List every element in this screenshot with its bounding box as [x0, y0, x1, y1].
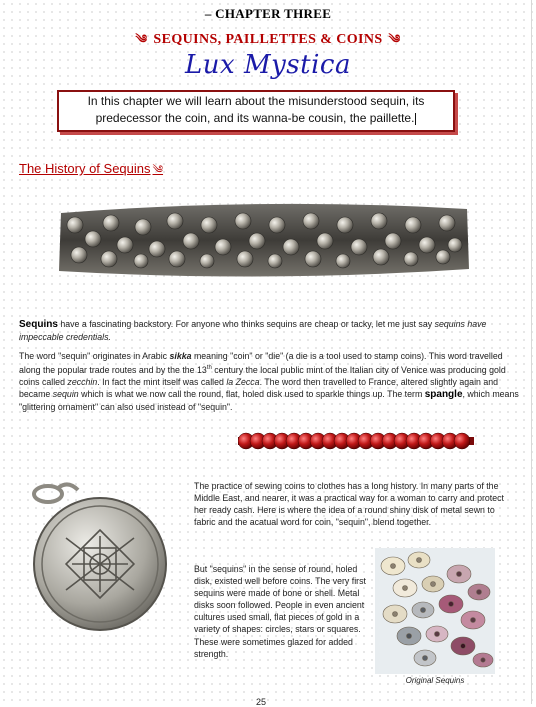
word-spangle: spangle [424, 389, 463, 401]
etymology-text-6: which is what we now call the round, flat, holed disk used to sparkle things up. The term [78, 389, 425, 400]
etymology-text-4: . In fact the mint itself was called [97, 377, 227, 388]
paragraph1-text: have a fascinating backstory. For anyone who thinks sequins are cheap or tacky, let me just say [57, 319, 435, 329]
etymology-text-7: , which means "glittering ornament" can also used instead of "sequin". [19, 389, 519, 413]
sequins-lead-word: Sequins [19, 319, 58, 330]
paragraph1-emphasis: sequins have impeccable credentials. [19, 319, 487, 343]
intro-text-box[interactable] [57, 90, 455, 132]
word-sikka: sikka [169, 351, 192, 361]
word-zecchin: zecchin [67, 377, 98, 388]
etymology-text-1: The word "sequin" originates in Arabic [19, 351, 170, 361]
chapter-label: – CHAPTER THREE [204, 6, 332, 21]
text-cursor [415, 113, 416, 125]
early-sequins-paragraph: But "sequins" in the sense of round, holed disk, existed well before coins. The very first sequins were made of bone or shell. Metal disks soon followed. People in even ancient cultures used small, flat pieces of gold in a variety of shapes: circles, stars or squares. These were sometimes glazed for added strength. [194, 564, 366, 659]
ordinal-suffix: th [206, 365, 212, 372]
silver-coin-image [18, 478, 178, 636]
etymology-text-3: century the local public mint of the Italian city of Venice was producing gold coins called [19, 365, 506, 388]
section-ornament-icon: ༄ [152, 164, 164, 176]
page-edge-line [531, 0, 532, 704]
intro-text: In this chapter we will learn about the misunderstood sequin, its predecessor the coin, and its wanna-be cousin, the paillette. [87, 94, 425, 125]
ornament-right-icon: ༄ [388, 32, 401, 46]
page-number: 25 [256, 697, 267, 707]
silver-sequin-band-image [55, 195, 473, 285]
photo-caption: Original Sequins [405, 676, 465, 685]
brand-title: Lux Mystica [185, 50, 351, 80]
subtitle-text: SEQUINS, PAILLETTES & COINS [153, 32, 383, 47]
section-heading-text: The History of Sequins [19, 161, 151, 176]
chapter-heading [0, 6, 536, 22]
word-sequin: sequin [52, 389, 79, 400]
ornament-left-icon: ༄ [135, 32, 148, 46]
red-sequin-strip-image [238, 431, 474, 451]
word-la-zecca: la Zecca [226, 377, 260, 388]
etymology-text-2: meaning "coin" or "die" (a die is a tool used to stamp coins). This word travelled along the popular trade routes and by the the 13 [19, 351, 503, 376]
etymology-paragraph [19, 350, 519, 413]
original-sequins-image [375, 548, 495, 674]
section-heading [19, 157, 163, 188]
coins-history-paragraph: The practice of sewing coins to clothes has a long history. In many parts of the Middle East, and nearer, it was a practical way for a woman to carry and protect her ready cash. Here is where the idea of a round shiny disk of metal sewn to fabric and the acatual word for coin, "sequin", blend together. [194, 481, 504, 528]
etymology-text-5: . The word then travelled to France, altered slightly again and became [19, 377, 499, 400]
intro-paragraph [19, 318, 519, 343]
